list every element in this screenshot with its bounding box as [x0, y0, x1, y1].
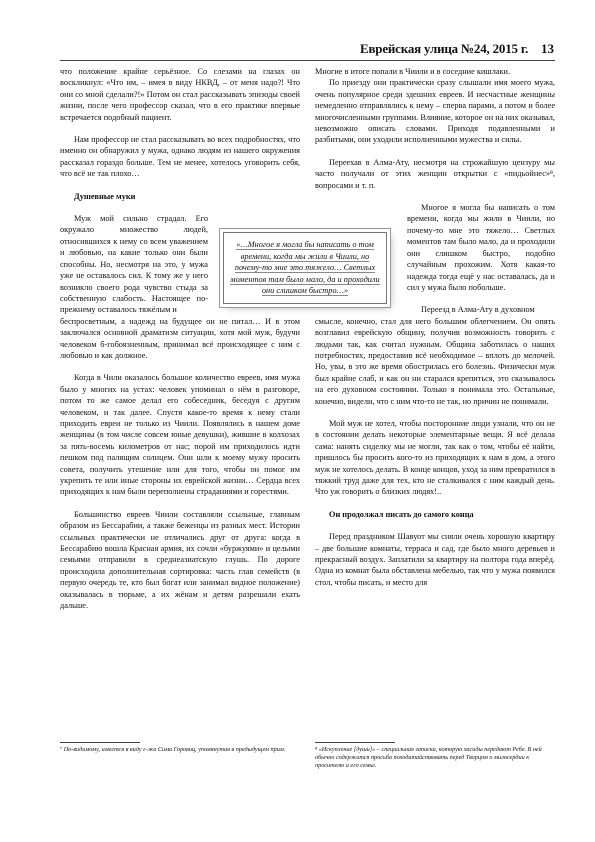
paragraph: Переехав в Алма-Ату, несмотря на строжайшую цензуру мы часто получали от этих женщин открытки с «пидьойнес»⁸, вопросами и т. п.	[315, 157, 555, 190]
section-subheading: Он продолжал писать до самого конца	[329, 509, 474, 519]
paragraph: смысле, конечно, стал для него большим облегчением. Он опять возглавил еврейскую общину, получив возможность говорить с людьми так, как считал нужным. Община заботилась о наших потребностях, предоставив всё необходимое – вплоть до мелочей. Но, увы, в это же время обострилась его болезнь. Физически муж был крайне слаб, и как он ни старался крепиться, это сказывалось на его духовном состоянии. Только я понимала это. Остальные, конечно, видели, что с ним что-то не так, но причин не понимали.	[315, 316, 555, 406]
pull-quote	[223, 232, 387, 304]
paragraph: что положение крайне серьёзное. Со слезами на глазах он воскликнул: «Что им, – имея в виду НКВД, – от меня надо?! Что они со мной сделали?!» Потом он стал рассказывать эпизоды своей жизни, после чего профессор сказал, что в его практике впервые встречается подобный пациент.	[60, 67, 300, 122]
paragraph: Многое я могла бы написать о том времени, когда мы жили в Чиили, но почему-то мне это тяжело… Светлых моментов там было мало, да и проходили они слишком быстро, подобно случайным прохожим. Хотя какая-то надежда тогда ещё у нас оставалась, да и сил у мужа было побольше.	[407, 203, 555, 292]
paragraph: Переезд в Алма-Ату в духовном	[421, 305, 535, 315]
paragraph: Большинство евреев Чиили составляли ссыльные, главным образом из Бессарабии, а также беженцы из разных мест. Истории ссыльных практически не отличались друг от друга: когда в Бессарабию вошла Красная армия, их сочли «буржуями» и целыми семьями отправили в среднеазиатскую глушь. По дороге происходила дополнительная сортировка: часть глав семейств (в первую очередь те, кто был богат или занимал видное положение) оказывалась в тюрьме, а их жёнам и детям разрешали ехать дальше.	[60, 509, 300, 611]
section-subheading: Душевные муки	[74, 191, 136, 201]
paragraph: Многие в итоге попали в Чиили и в соседние кишлаки.	[315, 67, 511, 76]
footnote-rule	[315, 742, 395, 743]
header-rule	[60, 60, 555, 61]
pull-quote-text: «…Многое я могла бы написать о том времени, когда мы жили в Чиили, но почему-то мне это тяжело… Светлых моментов там было мало, да и проходили они слишком быстро…»	[230, 240, 380, 296]
left-column	[60, 66, 300, 611]
paragraph: Мой муж не хотел, чтобы посторонние люди узнали, что он не в состоянии делать некоторые элементарные вещи. Я всё делала сама: нанять сиделку мы не могли, так как о том, чтобы её найти, пришлось бы просить кого-то из приходящих к нам в дом, а этого муж не хотелось делать. В конце концов, уход за ним превратился в тяжкий труд даже для тех, кто не сталкивался с ним каждый день. Что уж говорить о близких людях!..	[315, 418, 555, 497]
paragraph: Нам профессор не стал рассказывать во всех подробностях, что именно он обнаружил у мужа, однако людям из нашего окружения рассказал гораздо больше. Тем не менее, хотелось уговорить себя, что всё не так плохо…	[60, 135, 300, 179]
footnote-rule	[60, 742, 140, 743]
paragraph: Перед праздником Шавуот мы сняли очень хорошую квартиру – две большие комнаты, терраса и сад, где было много деревьев и прекрасный воздух. Заплатили за квартиру на полтора года вперёд. Одна из комнат была обставлена мебелью, так что у мужа появился стол, чтобы писать, и место для	[315, 532, 555, 587]
footnote: ⁸ «Искупление [души]» – специальная записка, которую хасиды передают Ребе. В ней обычно содержится просьба походатайствовать перед Творцом о милосердии к просителю и его семье.	[315, 746, 542, 769]
paragraph: Муж мой сильно страдал. Его окружало множество людей, относившихся к нему со всем уважением и любовью, на какие только они были способны. Но, несмотря на это, у мужа уже не оставалось сил. К тому же у него возникло своего рода чувство стыда за собственную слабость. Настоящее по-прежнему оставалось тяжёлым и	[60, 214, 208, 315]
page-number: 13	[541, 41, 554, 56]
right-column	[315, 66, 555, 588]
footnote: ⁷ По-видимому, имеется в виду г-жа Сима Горовиц, упомянутая в предыдущем прим.	[60, 746, 286, 753]
paragraph: По приезду они практически сразу слышали имя моего мужа, очень популярное среди здешних евреев. И несчастные женщины немедленно отправлялись к нему – сперва парами, а потом и более многочисленными группами. Влияние, которое он на них оказывал, невозможно описать словами. Приходя подавленными и разбитыми, они уходили исполненными мужества и силы.	[315, 78, 555, 145]
paragraph: Когда в Чили оказалось большое количество евреев, имя мужа было у многих на устах: человек упоминал о нём в разговоре, потом то же самое делал его собеседник, беседуя с другим человеком, и так далее. Спустя какое-то время к нему стали приходить евреи не только из Чиили. Появлялись в нашем доме женщины (в том числе совсем юные девушки), жившие в колхозах за пять-восемь километров от нас; порой им приходилось идти пешком под палящим солнцем. Они шли к моему мужу просить совета, получить утешение или для того, чтобы он помог им укрепить те или иные стороны их еврейской жизни… Сердца всех приходящих к нам были переполнены страданиями и горестями.	[60, 373, 300, 497]
running-header: Еврейская улица №24, 2015 г.	[360, 41, 529, 56]
paragraph: беспросветным, а надежд на будущее он не питал… И в этом заключался основной драматизм ситуации, хотя мой муж, будучи человеком б-гобоязненным, принимал всё происходящее с ним с любовью и как должное.	[60, 316, 300, 360]
